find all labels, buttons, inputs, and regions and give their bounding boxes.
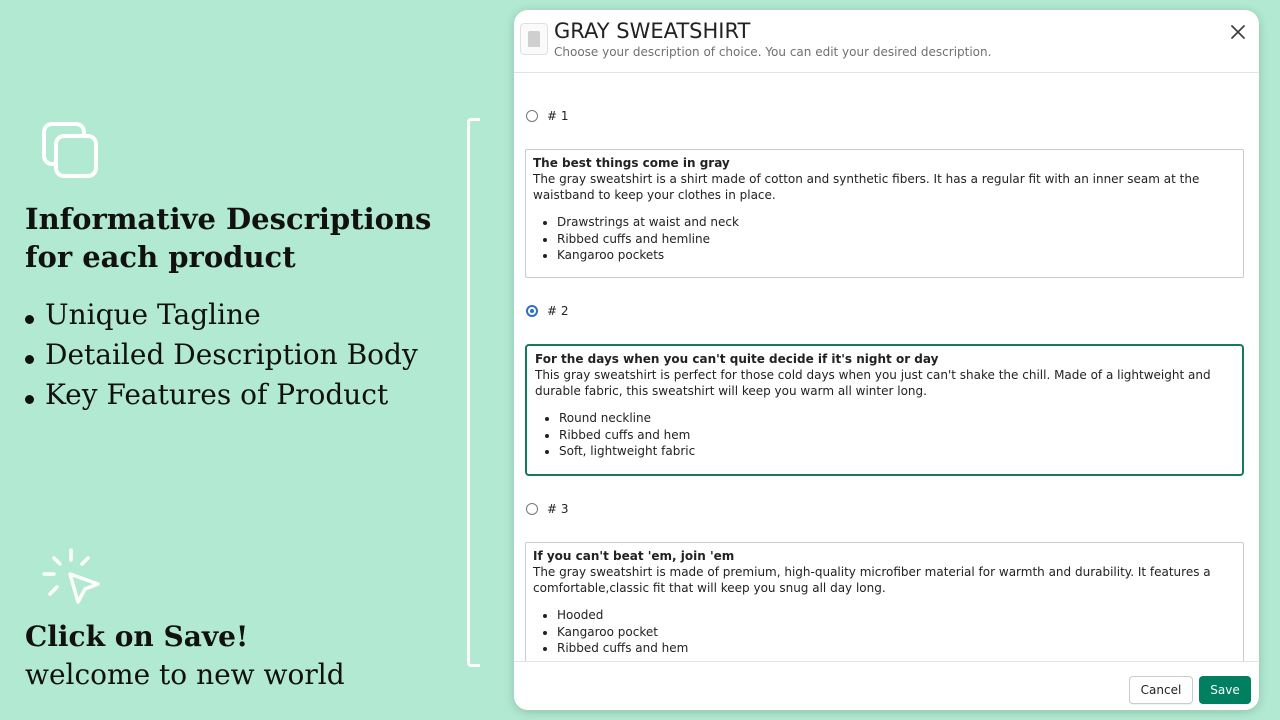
- cta-subtitle: welcome to new world: [25, 658, 345, 691]
- option-radio-3[interactable]: [526, 500, 569, 518]
- option-label: # 3: [547, 502, 569, 516]
- promo-heading-line2: for each product: [25, 240, 296, 274]
- cta-title: Click on Save!: [25, 620, 249, 653]
- description-box-2[interactable]: [525, 344, 1244, 476]
- description-body: This gray sweatshirt is perfect for those cold days when you just can't shake the chill. Made of a lightweight and durable fabric, this sweatshirt will keep you warm all winter long.: [535, 368, 1211, 398]
- option-label: # 2: [547, 304, 569, 318]
- product-thumbnail: [520, 23, 548, 55]
- modal-header: [514, 10, 1259, 73]
- bullet-icon: [25, 355, 34, 364]
- cursor-click-icon: [40, 546, 102, 608]
- feature-label: Unique Tagline: [45, 298, 261, 331]
- description-tagline: The best things come in gray: [533, 156, 730, 170]
- promo-heading-line1: Informative Descriptions: [25, 202, 432, 236]
- feature-bullet: • Soft, lightweight fabric: [559, 443, 1234, 460]
- modal-title: GRAY SWEATSHIRT: [554, 19, 751, 43]
- feature-bullet: • Ribbed cuffs and hem: [557, 640, 1236, 657]
- feature-item: [25, 295, 418, 335]
- feature-bullet: • Kangaroo pocket: [557, 624, 1236, 641]
- feature-bullet: • Drawstrings at waist and neck: [557, 214, 1236, 231]
- description-modal: [514, 10, 1259, 710]
- close-icon[interactable]: [1227, 21, 1249, 43]
- cancel-button[interactable]: Cancel: [1129, 676, 1193, 704]
- option-radio-2[interactable]: [526, 302, 569, 320]
- feature-bullet: • Ribbed cuffs and hemline: [557, 231, 1236, 248]
- feature-item: [25, 375, 418, 415]
- description-body: The gray sweatshirt is a shirt made of cotton and synthetic fibers. It has a regular fit with an inner seam at the waistband to keep your clothes in place.: [533, 172, 1200, 202]
- modal-subtitle: Choose your description of choice. You can edit your desired description.: [554, 45, 992, 59]
- description-body: The gray sweatshirt is made of premium, high-quality microfiber material for warmth and durability. It features a comfortable,classic fit that will keep you snug all day long.: [533, 565, 1211, 595]
- feature-item: [25, 335, 418, 375]
- description-tagline: If you can't beat 'em, join 'em: [533, 549, 735, 563]
- feature-bullet: • Hooded: [557, 607, 1236, 624]
- description-features: [533, 214, 1236, 264]
- feature-bullet: • Kangaroo pockets: [557, 247, 1236, 264]
- option-radio-1[interactable]: [526, 107, 569, 125]
- description-features: [533, 607, 1236, 657]
- radio-button[interactable]: [526, 110, 538, 122]
- description-box-3[interactable]: [525, 542, 1244, 662]
- copy-icon: [40, 120, 102, 182]
- bullet-icon: [25, 395, 34, 404]
- modal-footer: [514, 661, 1259, 710]
- modal-body: [514, 73, 1259, 662]
- save-button[interactable]: Save: [1199, 676, 1251, 704]
- feature-bullet: • Ribbed cuffs and hem: [559, 427, 1234, 444]
- promo-heading: [25, 200, 431, 276]
- bullet-icon: [25, 315, 34, 324]
- option-label: # 1: [547, 109, 569, 123]
- feature-list: [25, 295, 418, 415]
- feature-label: Detailed Description Body: [45, 338, 418, 371]
- divider-bracket: [467, 118, 480, 667]
- description-box-1[interactable]: [525, 149, 1244, 278]
- description-tagline: For the days when you can't quite decide if it's night or day: [535, 352, 939, 366]
- sweatshirt-image: [528, 31, 540, 47]
- feature-bullet: • Round neckline: [559, 410, 1234, 427]
- radio-button[interactable]: [526, 503, 538, 515]
- radio-button-checked[interactable]: [526, 305, 538, 317]
- description-features: [535, 410, 1234, 460]
- feature-label: Key Features of Product: [45, 378, 389, 411]
